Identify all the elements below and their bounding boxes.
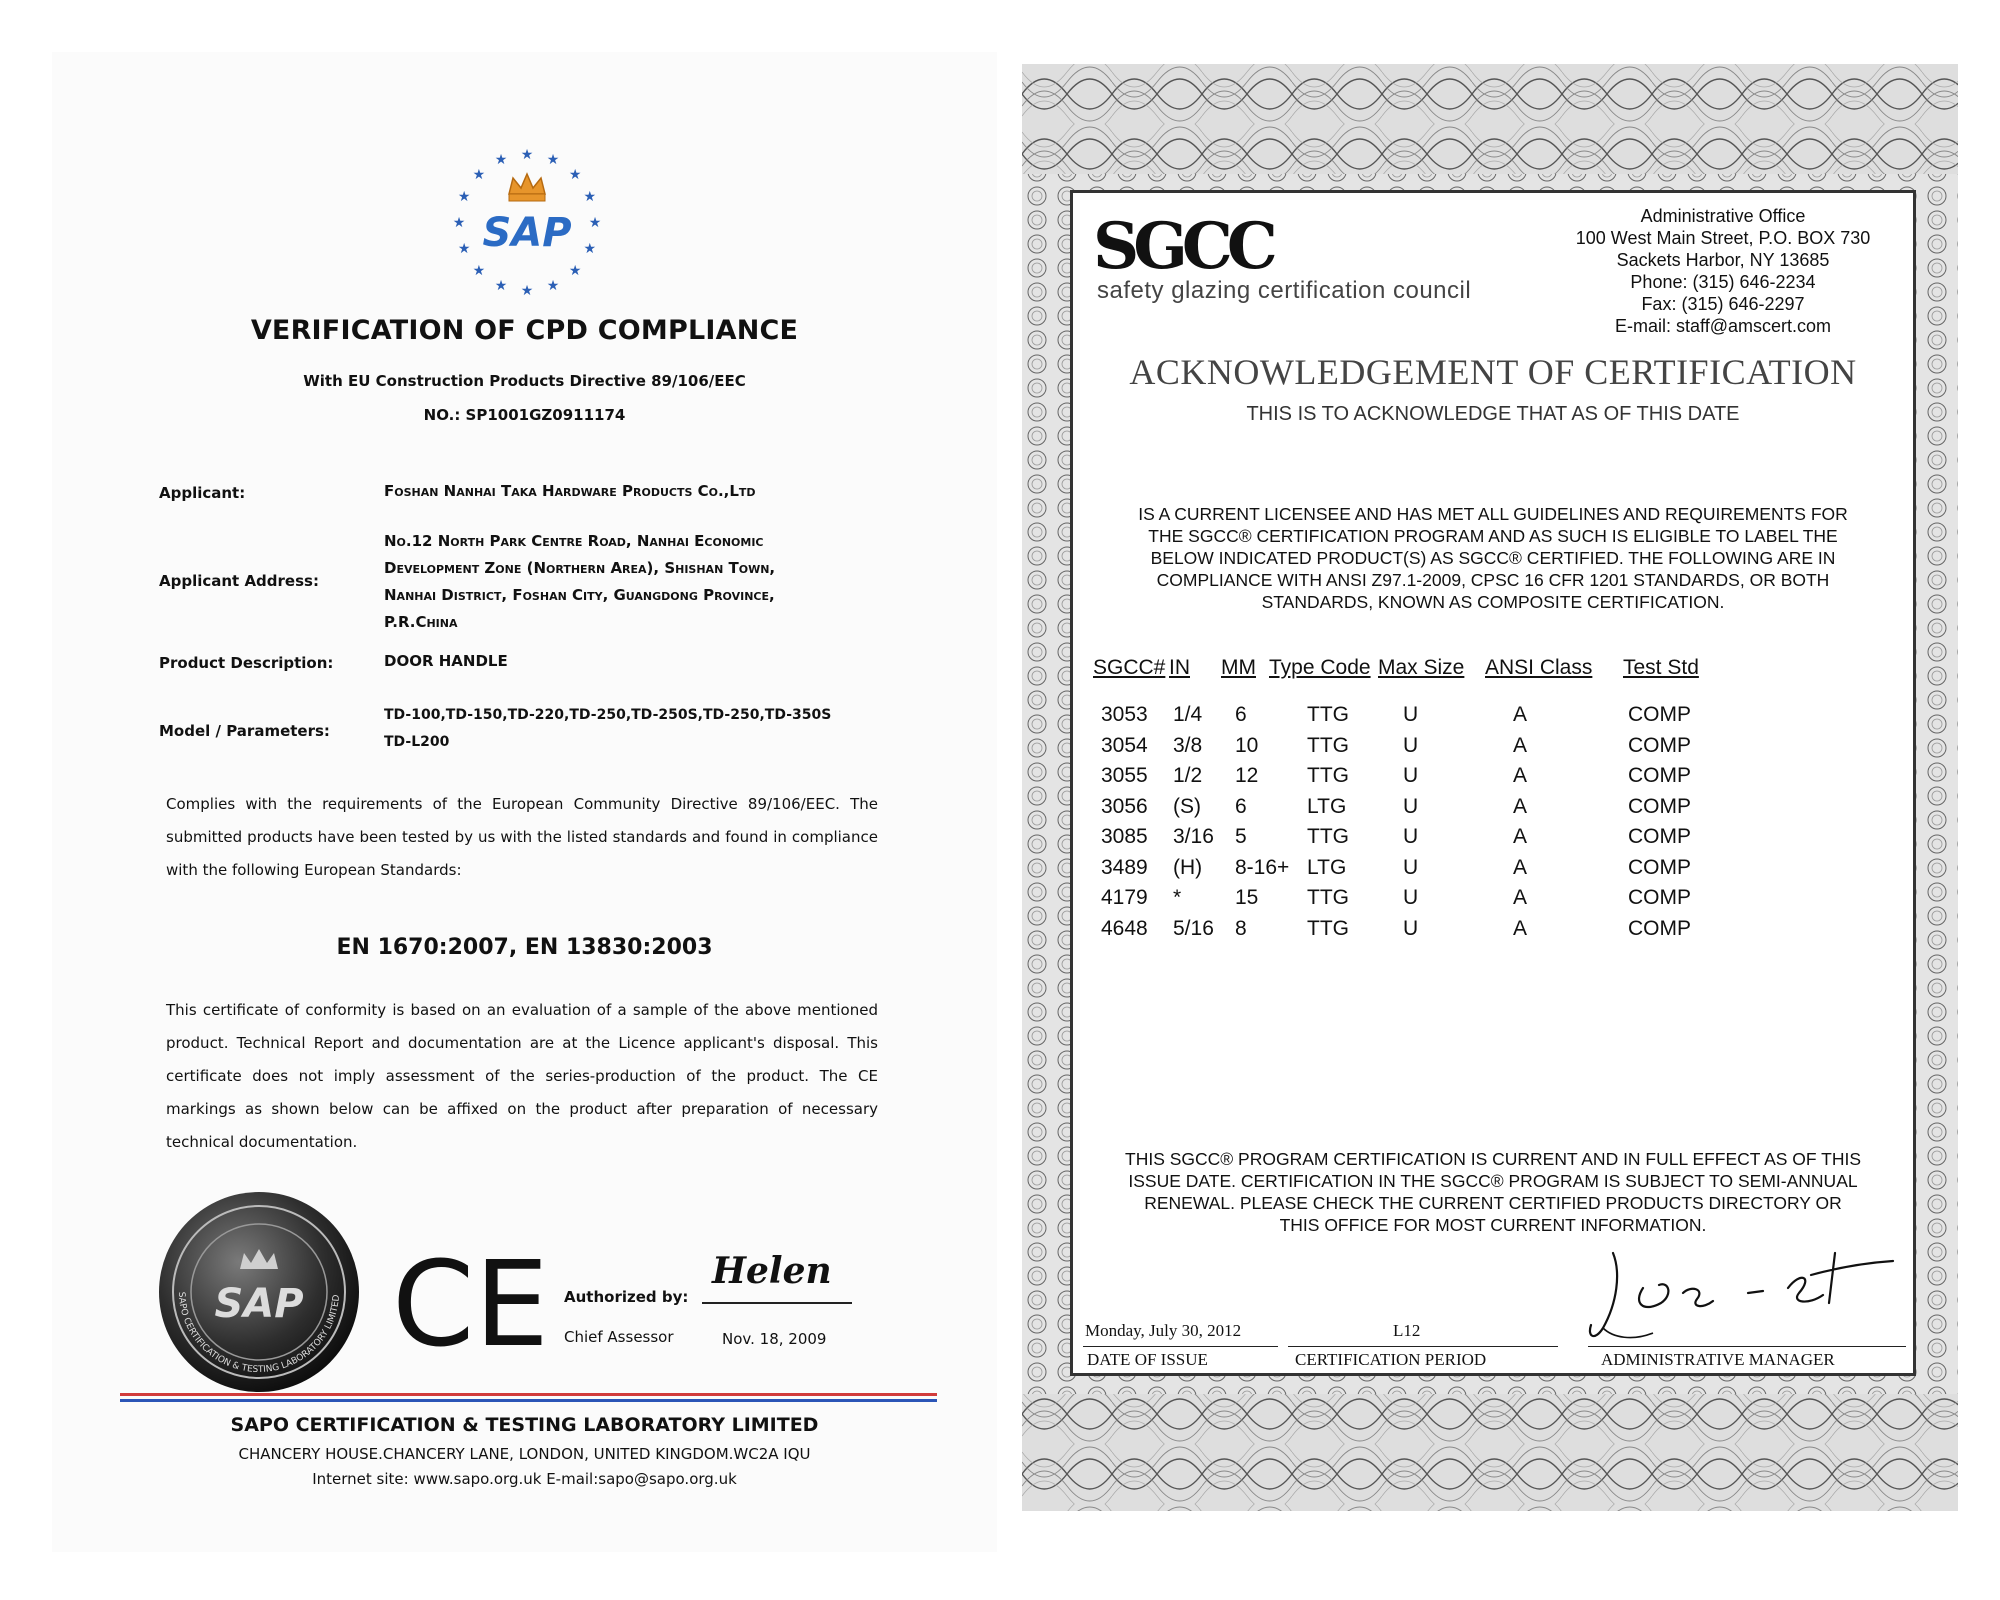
model-label: Model / Parameters:: [159, 722, 330, 740]
sapo-seal: [156, 1189, 362, 1395]
table-cell: 1/2: [1173, 764, 1203, 787]
issue-date: Nov. 18, 2009: [722, 1330, 827, 1348]
table-cell: A: [1513, 794, 1528, 818]
lab-name: SAPO CERTIFICATION & TESTING LABORATORY LIMITED: [230, 1414, 819, 1436]
table-cell: LTG: [1307, 855, 1347, 879]
logo-star-icon: ★: [520, 147, 534, 163]
table-cell: 12: [1235, 764, 1259, 787]
svg-text:SAP: SAP: [482, 210, 572, 256]
address-value: No.12 North Park Centre Road, Nanhai Economic Development Zone (Northern Area), Shishan Town, Nanhai District, Foshan City, Guangdong Province, P.R.China: [384, 532, 776, 631]
table-cell: TTG: [1307, 733, 1349, 757]
logo-star-icon: ★: [588, 215, 602, 231]
footer-divider-red: [120, 1393, 937, 1396]
table-header: MM: [1221, 656, 1256, 679]
table-cell: 3489: [1101, 855, 1148, 879]
logo-star-icon: ★: [583, 241, 597, 257]
sap-certificate: [52, 52, 997, 1552]
ce-mark: [392, 1235, 549, 1373]
table-cell: TTG: [1307, 764, 1349, 787]
table-header: Type Code: [1269, 656, 1371, 679]
table-cell: *: [1173, 886, 1182, 909]
table-header: IN: [1169, 656, 1190, 679]
table-cell: 4648: [1101, 916, 1148, 940]
table-cell: 5: [1235, 825, 1247, 848]
table-cell: 3055: [1101, 764, 1148, 787]
table-cell: 4179: [1101, 886, 1148, 909]
table-header: Max Size: [1378, 656, 1465, 679]
table-cell: 3053: [1101, 703, 1148, 726]
logo-star-icon: ★: [546, 277, 560, 294]
table-cell: U: [1403, 764, 1419, 787]
licensee-statement: IS A CURRENT LICENSEE AND HAS MET ALL GUIDELINES AND REQUIREMENTS FOR THE SGCC® CERTIFICATION PROGRAM AND AS SUCH IS ELIGIBLE TO LABEL THE BELOW INDICATED PRODUCT(S) AS SGCC® CERTIFIED. THE FOLLOWING ARE IN COMPLIANCE WITH ANSI Z97.1-2009, CPSC 16 CFR 1201 STANDARDS, OR BOTH STANDARDS, KNOWN AS COMPOSITE CERTIFICATION.: [1138, 504, 1848, 612]
table-cell: A: [1513, 825, 1528, 848]
table-cell: TTG: [1307, 825, 1349, 848]
address-label: Applicant Address:: [159, 572, 319, 590]
office-address: Administrative Office 100 West Main Street, P.O. BOX 730 Sackets Harbor, NY 13685 Phone: (315) 646-2234 Fax: (315) 646-2297 E-mail: staff@amscert.com: [1575, 206, 1871, 336]
logo-star-icon: ★: [457, 189, 471, 205]
table-cell: TTG: [1307, 886, 1349, 909]
acknowledgement-subtitle: THIS IS TO ACKNOWLEDGE THAT AS OF THIS DATE: [1246, 403, 1740, 425]
table-cell: COMP: [1628, 703, 1691, 726]
authorizer-signature: Helen: [712, 1250, 832, 1292]
acknowledgement-title: ACKNOWLEDGEMENT OF CERTIFICATION: [1129, 352, 1857, 392]
directive-subtitle: With EU Construction Products Directive 89/106/EEC: [303, 372, 746, 390]
table-cell: COMP: [1628, 855, 1691, 879]
table-cell: (H): [1173, 855, 1203, 879]
table-cell: 3/16: [1173, 825, 1214, 848]
table-cell: COMP: [1628, 886, 1691, 909]
svg-text:SAPO CERTIFICATION & TESTING L: SAPO CERTIFICATION & TESTING LABORATORY LIMITED: [175, 1291, 343, 1376]
council-name: safety glazing certification council: [1097, 277, 1472, 304]
certificate-number: NO.: SP1001GZ0911174: [423, 406, 626, 424]
table-cell: COMP: [1628, 916, 1691, 940]
logo-star-icon: ★: [568, 166, 582, 183]
table-cell: 1/4: [1173, 703, 1203, 726]
table-cell: 8-16+: [1235, 855, 1290, 879]
table-cell: U: [1403, 825, 1419, 848]
issue-date-value: Monday, July 30, 2012: [1085, 1321, 1242, 1340]
table-cell: COMP: [1628, 764, 1691, 787]
sap-logo: [447, 142, 607, 302]
table-cell: A: [1513, 733, 1528, 757]
model-value: TD-100,TD-150,TD-220,TD-250,TD-250S,TD-250,TD-350S TD-L200: [384, 707, 832, 750]
product-label: Product Description:: [159, 654, 334, 672]
logo-star-icon: ★: [583, 189, 597, 205]
table-cell: A: [1513, 886, 1528, 909]
table-header: SGCC#: [1093, 656, 1166, 679]
administrative-manager-caption: ADMINISTRATIVE MANAGER: [1601, 1350, 1835, 1369]
table-cell: (S): [1173, 794, 1201, 818]
table-cell: A: [1513, 916, 1528, 940]
table-cell: 10: [1235, 733, 1259, 757]
table-cell: TTG: [1307, 703, 1349, 726]
table-cell: TTG: [1307, 916, 1349, 940]
compliance-paragraph: Complies with the requirements of the European Community Directive 89/106/EEC. The submitted products have been tested by us with the listed standards and found in compliance with the following European Standards:: [166, 795, 878, 879]
assessor-role: Chief Assessor: [564, 1328, 674, 1346]
table-cell: U: [1403, 703, 1419, 726]
logo-star-icon: ★: [452, 215, 466, 231]
table-cell: A: [1513, 703, 1528, 726]
signature-line: [702, 1302, 852, 1304]
logo-star-icon: ★: [494, 152, 508, 169]
table-cell: 5/16: [1173, 916, 1214, 940]
table-cell: 8: [1235, 916, 1247, 940]
date-of-issue-caption: DATE OF ISSUE: [1087, 1350, 1208, 1369]
svg-text:SAP: SAP: [214, 1281, 304, 1327]
applicant-value: Foshan Nanhai Taka Hardware Products Co.,Ltd: [384, 482, 756, 500]
logo-star-icon: ★: [520, 283, 534, 299]
authorized-label: Authorized by:: [564, 1288, 689, 1306]
document-title: VERIFICATION OF CPD COMPLIANCE: [250, 315, 799, 346]
table-cell: LTG: [1307, 794, 1347, 818]
date-line: [1083, 1346, 1278, 1347]
applicant-label: Applicant:: [159, 484, 246, 502]
logo-star-icon: ★: [457, 241, 471, 257]
table-cell: 3054: [1101, 733, 1148, 757]
table-cell: 6: [1235, 703, 1247, 726]
table-cell: 15: [1235, 886, 1259, 909]
table-cell: U: [1403, 733, 1419, 757]
table-header: Test Std: [1623, 656, 1699, 679]
table-cell: 3085: [1101, 825, 1148, 848]
table-cell: U: [1403, 886, 1419, 909]
logo-star-icon: ★: [472, 263, 486, 280]
sgcc-logo: SGCC: [1093, 209, 1272, 284]
certification-period-caption: CERTIFICATION PERIOD: [1295, 1350, 1487, 1369]
sgcc-certificate: [1022, 64, 1958, 1511]
period-line: [1288, 1346, 1558, 1347]
lab-address: CHANCERY HOUSE.CHANCERY LANE, LONDON, UNITED KINGDOM.WC2A IQU: [238, 1445, 811, 1463]
lab-contact: Internet site: www.sapo.org.uk E-mail:sapo@sapo.org.uk: [312, 1470, 737, 1488]
table-cell: U: [1403, 916, 1419, 940]
table-cell: COMP: [1628, 794, 1691, 818]
manager-signature: [1573, 1233, 1903, 1353]
program-statement: THIS SGCC® PROGRAM CERTIFICATION IS CURRENT AND IN FULL EFFECT AS OF THIS ISSUE DATE. CERTIFICATION IN THE SGCC® PROGRAM IS SUBJECT TO SEMI-ANNUAL RENEWAL. PLEASE CHECK THE CURRENT CERTIFIED PRODUCTS DIRECTORY OR THIS OFFICE FOR MOST CURRENT INFORMATION.: [1125, 1149, 1861, 1235]
logo-star-icon: ★: [472, 166, 486, 183]
svg-text:CE: CE: [392, 1235, 549, 1373]
table-cell: A: [1513, 855, 1528, 879]
conformity-paragraph: This certificate of conformity is based on an evaluation of a sample of the above mentioned product. Technical Report and documentation are at the Licence applicant's disposal. This certificate does not imply assessment of the series-production of the product. The CE markings as shown below can be affixed on the product after preparation of necessary technical documentation.: [166, 1001, 878, 1151]
logo-star-icon: ★: [568, 263, 582, 280]
certificate-body: [1070, 190, 1916, 1376]
table-cell: 3/8: [1173, 733, 1203, 757]
table-cell: U: [1403, 855, 1419, 879]
standards: EN 1670:2007, EN 13830:2003: [336, 935, 713, 960]
table-cell: COMP: [1628, 733, 1691, 757]
logo-star-icon: ★: [546, 152, 560, 169]
product-value: DOOR HANDLE: [384, 652, 508, 670]
table-cell: 3056: [1101, 794, 1148, 818]
footer-divider-blue: [120, 1399, 937, 1402]
certification-period-value: L12: [1393, 1321, 1421, 1340]
table-header: ANSI Class: [1485, 656, 1593, 679]
table-cell: COMP: [1628, 825, 1691, 848]
table-cell: U: [1403, 794, 1419, 818]
logo-star-icon: ★: [494, 277, 508, 294]
table-cell: A: [1513, 764, 1528, 787]
table-cell: 6: [1235, 794, 1247, 818]
